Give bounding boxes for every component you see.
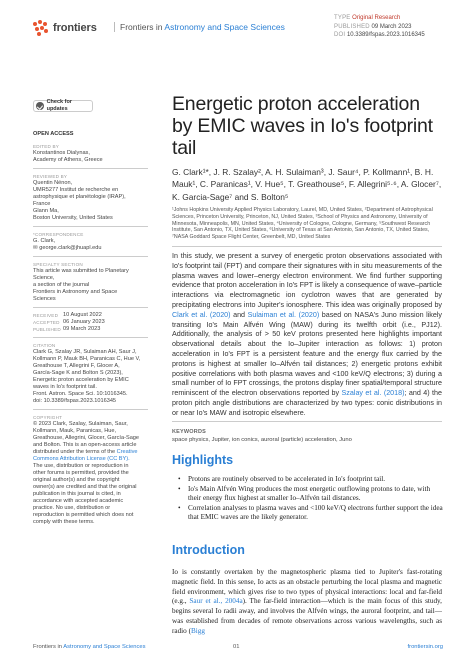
reviewed-by: REVIEWED BY Quentin Nénon, UMR5277 Institut de recherche en astrophysique et planétologie (IRAP), France Glann Ma, Boston University, United States xyxy=(33,173,148,227)
highlights-heading: Highlights xyxy=(172,453,234,467)
sidebar xyxy=(33,100,148,534)
abstract: In this study, we present a survey of energetic proton observations associated with Io's footprint tail (FPT) and compare their signatures with in situ measurements of the plasma waves and lower–energy electron environment. We find further supporting evidence that proton acceleration in Io's FPT is likely a consequence of wave–particle interactions via electromagnetic ion cyclotron waves that are generated by precipitating electrons into Jupiter's ionosphere. This idea was originally proposed by Clark et al. (2020) and Sulaiman et al. (2020) based on NASA's Juno mission likely transiting Io's Main Alfvén Wing (MAW) during its twelfth orbit (i.e., PJ12). Additionally, the analysis of > 50 keV protons presented here highlights important observational details about the Io–Jupiter interaction as follows: 1) proton acceleration in Io's FPT is a persistent feature and the energy flux carried by the protons is highest at smaller Io–Alfvén tail distances; 2) energetic protons exhibit positive correlations with both plasma waves and <100 keV/Q electrons; 3) during a small number of Io FPT crossings, the protons display finer spatial/temporal structure reminiscent of the electron observations reported by Szalay et al. (2018); and 4) the proton pitch angle distributions are characterized by two types: conic distributions in or near Io's MAW and isotropic elsewhere. xyxy=(172,252,442,417)
doi-link[interactable]: 10.3389/fspas.2023.1016345 xyxy=(346,32,425,38)
ref-saur-2004a[interactable]: Saur et al., 2004a xyxy=(189,597,243,606)
edited-by: EDITED BY Konstantinos Dialynas, Academy of Athens, Greece xyxy=(33,143,148,169)
copyright: COPYRIGHT © 2023 Clark, Szalay, Sulaiman, Saur, Kollmann, Mauk, Paranicas, Hue, Greathouse, Allegrini, Glocer, García-Sage and Bolton. This is an open-access article distributed under the terms of the Creative Commons Attribution License (CC BY). The use, distribution or reproduction in other forums is permitted, provided the original author(s) and the copyright owner(s) are credited and that the original publication in this journal is cited, in accordance with accepted academic practice. No use, distribution or reproduction is permitted which does not comply with these terms. xyxy=(33,415,140,525)
footer-journal-link[interactable]: Astronomy and Space Sciences xyxy=(63,644,146,650)
list-item: • Correlation analyses to plasma waves and <100 keV/Q electrons further support the idea that EMIC waves are the likely generator. xyxy=(178,504,444,523)
page-header xyxy=(0,0,474,44)
list-item: • Protons are routinely observed to be accelerated in Io's footprint tail. xyxy=(178,475,444,485)
check-icon xyxy=(36,102,44,110)
open-access-label: OPEN ACCESS xyxy=(33,131,74,137)
page-footer: Frontiers in Astronomy and Space Sciences 01 frontiersin.org xyxy=(33,644,443,650)
keywords: space physics, Jupiter, ion conics, auroral (particle) acceleration, Juno xyxy=(172,437,352,443)
email-link[interactable]: ✉ george.clark@jhuapl.edu xyxy=(33,245,102,251)
dates: RECEIVED 10 August 2022 ACCEPTED 06 January 2023 PUBLISHED 09 March 2023 xyxy=(33,312,148,338)
specialty-section: SPECIALTY SECTION This article was submitted to Planetary Science, a section of the journal Frontiers in Astronomy and Space Sciences xyxy=(33,261,148,308)
abstract-top-divider xyxy=(172,246,442,247)
article-header xyxy=(172,93,442,241)
list-item: • Io's Main Alfvén Wing produces the most energetic outflowing protons to date, with their energy flux highest at smaller Io–Alfvén tail distances. xyxy=(178,485,444,504)
keywords-label: KEYWORDS xyxy=(172,429,206,435)
ref-clark-2020[interactable]: Clark et al. (2020) xyxy=(172,310,231,319)
article-title: Energetic proton acceleration by EMIC waves in Io's footprint tail xyxy=(172,93,433,159)
page-number: 01 xyxy=(233,644,240,650)
article-meta: TYPE Original Research PUBLISHED 09 March 2023 DOI 10.3389/fspas.2023.1016345 xyxy=(334,15,425,38)
correspondence: *CORRESPONDENCE G. Clark, ✉ george.clark@jhuapl.edu xyxy=(33,231,148,257)
introduction-heading: Introduction xyxy=(172,543,245,557)
abstract-bottom-divider xyxy=(172,421,442,422)
introduction-text: Io is constantly overtaken by the magnetospheric plasma tied to Jupiter's fast-rotating magnetic field. In this sense, Io acts as an obstacle perturbing the local plasma and magnetic field environment, which gives rise to two types of physical interactions: local and far-field (e.g., Saur et al., 2004a). The far-field interaction—which is the main focus of this study, begins several Io radii away, and involves the Alfvén wings, the auroral footprint, and tail—was established from decades of remote observations across various wavelengths, such as radio (Bigg xyxy=(172,568,442,635)
cc-by-license-link[interactable]: Creative Commons Attribution License (CC BY). xyxy=(33,449,138,462)
frontiersin-link[interactable]: frontiersin.org xyxy=(407,644,443,650)
ref-szalay-2018[interactable]: Szalay et al. (2018) xyxy=(341,389,405,398)
ref-sulaiman-2020[interactable]: Sulaiman et al. (2020) xyxy=(247,310,320,319)
check-for-updates-button[interactable]: Check for updates xyxy=(33,100,93,112)
citation: CITATION Clark G, Szalay JR, Sulaiman AH, Saur J, Kollmann P, Mauk BH, Paranicas C, Hue V, Greathouse T, Allegrini F, Glocer A, García-Sage K and Bolton S (2023), Energetic proton acceleration by EMIC waves in Io's footprint tail. Front. Astron. Space Sci. 10:1016345. doi: 10.3389/fspas.2023.1016345 xyxy=(33,342,148,410)
author-list[interactable]: G. Clark¹*, J. R. Szalay², A. H. Sulaiman³, J. Saur⁴, P. Kollmann¹, B. H. Mauk¹, C. Paranicas¹, V. Hue⁵, T. Greathouse⁵, F. Allegrini⁵·⁶, A. Glocer⁷, K. Garcia-Sage⁷ and S. Bolton⁵ xyxy=(172,167,442,202)
frontiers-logo[interactable] xyxy=(33,20,97,36)
affiliations: ¹Johns Hopkins University Applied Physics Laboratory, Laurel, MD, United States, ²Department of Astrophysical Sciences, Princeton University, Princeton, NJ, United States, ³School of Physics and Astronomy, University of Minnesota, Minneapolis, MN, United States, ⁴University of Cologne, Cologne, Germany, ⁵Southwest Research Institute, San Antonio, TX, United States, ⁶University of Texas at San Antonio, San Antonio, TX, United States, ⁷NASA Goddard Space Flight Center, Greenbelt, MD, United States xyxy=(172,207,433,241)
ref-bigg[interactable]: Bigg xyxy=(190,626,205,635)
brand-name: frontiers xyxy=(53,22,97,34)
frontiers-logo-icon xyxy=(33,20,49,36)
highlights-list xyxy=(178,475,444,523)
journal-name[interactable]: Frontiers in Astronomy and Space Sciences xyxy=(114,22,285,32)
